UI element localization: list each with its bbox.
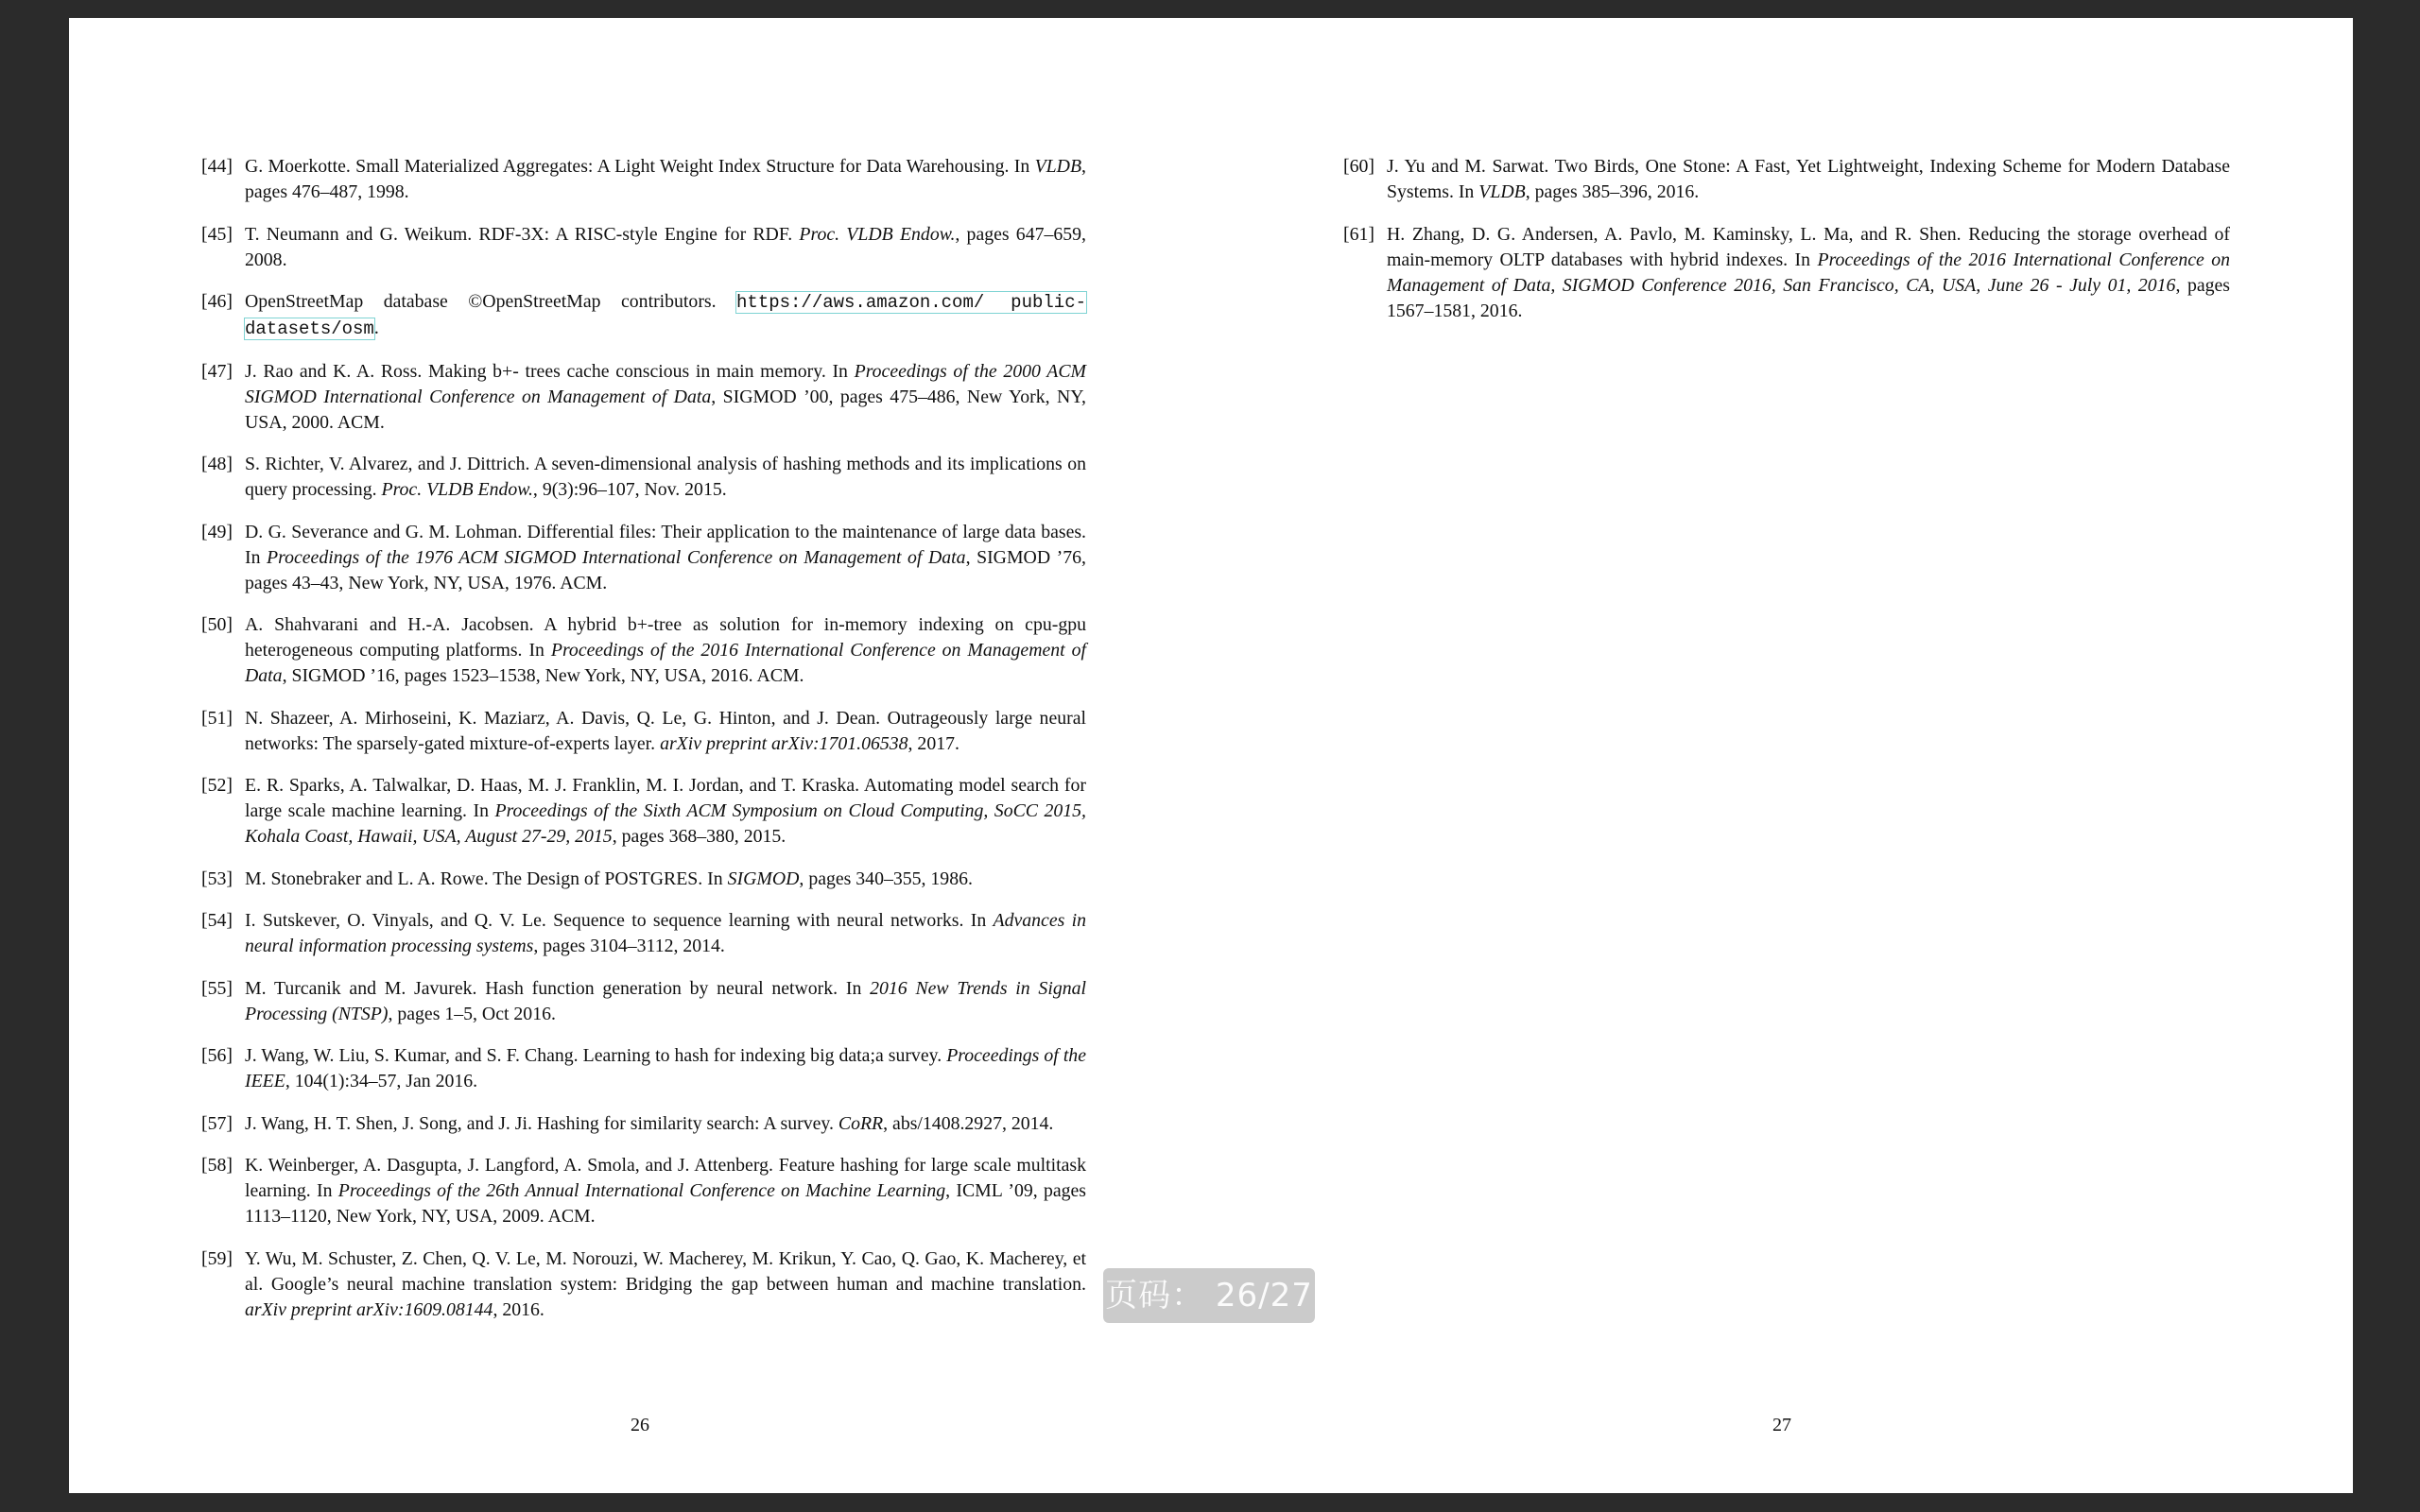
reference-text: J. Wang, H. T. Shen, J. Song, and J. Ji. Hashing for similarity search: A survey. CoRR, abs/1408.2927, 2014.	[245, 1112, 1054, 1134]
reference-text: OpenStreetMap database ©OpenStreetMap contributors. https://aws.amazon.com/ public-datasets/osm.	[245, 291, 1086, 339]
reference-text: E. R. Sparks, A. Talwalkar, D. Haas, M. J. Franklin, M. I. Jordan, and T. Kraska. Automating model search for large scale machine learning. In Proceedings of the Sixth ACM Symposium on Cloud Computing, SoCC 2015, Kohala Coast, Hawaii, USA, August 27-29, 2015, pages 368–380, 2015.	[245, 775, 1086, 847]
reference-item	[1343, 154, 2230, 205]
reference-number: [61]	[1343, 223, 1374, 245]
reference-item	[201, 520, 1086, 596]
page-number-right: 27	[1772, 1415, 1791, 1435]
reference-list-right	[1343, 154, 2230, 340]
reference-text: H. Zhang, D. G. Andersen, A. Pavlo, M. Kaminsky, L. Ma, and R. Shen. Reducing the storage overhead of main-memory OLTP databases with hybrid indexes. In Proceedings of the 2016 International Conference on Management of Data, SIGMOD Conference 2016, San Francisco, CA, USA, June 26 - July 01, 2016, pages 1567–1581, 2016.	[1387, 223, 2230, 321]
reference-number: [55]	[201, 977, 233, 999]
reference-item	[201, 1111, 1086, 1137]
reference-text: M. Turcanik and M. Javurek. Hash function generation by neural network. In 2016 New Trends in Signal Processing (NTSP), pages 1–5, Oct 2016.	[245, 977, 1086, 1024]
reference-number: [60]	[1343, 156, 1374, 177]
reference-item	[201, 222, 1086, 273]
reference-text: T. Neumann and G. Weikum. RDF-3X: A RISC-style Engine for RDF. Proc. VLDB Endow., pages 647–659, 2008.	[245, 223, 1086, 270]
reference-number: [54]	[201, 910, 233, 931]
page-indicator-overlay: 页码： 26/27	[1103, 1268, 1315, 1323]
page-26	[69, 18, 1211, 1493]
reference-number: [56]	[201, 1045, 233, 1066]
reference-text: J. Wang, W. Liu, S. Kumar, and S. F. Chang. Learning to hash for indexing big data;a survey. Proceedings of the IEEE, 104(1):34–57, Jan 2016.	[245, 1045, 1086, 1091]
reference-number: [57]	[201, 1112, 233, 1134]
reference-item	[201, 908, 1086, 959]
reference-item	[201, 612, 1086, 689]
reference-item	[1343, 222, 2230, 324]
reference-item	[201, 773, 1086, 850]
reference-item	[201, 1153, 1086, 1229]
reference-item	[201, 1043, 1086, 1094]
reference-number: [51]	[201, 707, 233, 729]
reference-text: K. Weinberger, A. Dasgupta, J. Langford, A. Smola, and J. Attenberg. Feature hashing for large scale multitask learning. In Proceedings of the 26th Annual International Conference on Machine Learning, ICML ’09, pages 1113–1120, New York, NY, USA, 2009. ACM.	[245, 1155, 1086, 1227]
reference-item	[201, 706, 1086, 757]
reference-number: [52]	[201, 775, 233, 796]
reference-number: [49]	[201, 521, 233, 542]
reference-text: I. Sutskever, O. Vinyals, and Q. V. Le. Sequence to sequence learning with neural networks. In Advances in neural information processing systems, pages 3104–3112, 2014.	[245, 910, 1086, 956]
reference-item	[201, 452, 1086, 503]
reference-number: [53]	[201, 868, 233, 889]
reference-text: N. Shazeer, A. Mirhoseini, K. Maziarz, A. Davis, Q. Le, G. Hinton, and J. Dean. Outrageously large neural networks: The sparsely-gated mixture-of-experts layer. arXiv preprint arXiv:1701.06538, 2017.	[245, 707, 1086, 754]
reference-list-left	[201, 154, 1086, 1339]
reference-text: J. Rao and K. A. Ross. Making b+- trees cache conscious in main memory. In Proceedings of the 2000 ACM SIGMOD International Conference on Management of Data, SIGMOD ’00, pages 475–486, New York, NY, USA, 2000. ACM.	[245, 360, 1086, 433]
reference-number: [44]	[201, 156, 233, 177]
reference-item	[201, 976, 1086, 1027]
reference-item	[201, 289, 1086, 342]
reference-item	[201, 867, 1086, 892]
reference-number: [46]	[201, 291, 233, 312]
reference-number: [47]	[201, 360, 233, 382]
reference-text: G. Moerkotte. Small Materialized Aggregates: A Light Weight Index Structure for Data Warehousing. In VLDB, pages 476–487, 1998.	[245, 156, 1086, 202]
reference-text: J. Yu and M. Sarwat. Two Birds, One Stone: A Fast, Yet Lightweight, Indexing Scheme for Modern Database Systems. In VLDB, pages 385–396, 2016.	[1387, 156, 2230, 202]
reference-number: [59]	[201, 1247, 233, 1269]
reference-item	[201, 1246, 1086, 1323]
reference-item	[201, 359, 1086, 436]
reference-text: S. Richter, V. Alvarez, and J. Dittrich. A seven-dimensional analysis of hashing methods and its implications on query processing. Proc. VLDB Endow., 9(3):96–107, Nov. 2015.	[245, 454, 1086, 500]
reference-text: A. Shahvarani and H.-A. Jacobsen. A hybrid b+-tree as solution for in-memory indexing on cpu-gpu heterogeneous computing platforms. In Proceedings of the 2016 International Conference on Management of Data, SIGMOD ’16, pages 1523–1538, New York, NY, USA, 2016. ACM.	[245, 614, 1086, 686]
reference-link[interactable]: https://aws.amazon.com/ public-datasets/osm	[245, 292, 1086, 339]
reference-number: [50]	[201, 614, 233, 635]
reference-text: M. Stonebraker and L. A. Rowe. The Design of POSTGRES. In SIGMOD, pages 340–355, 1986.	[245, 868, 973, 889]
reference-number: [58]	[201, 1155, 233, 1176]
reference-number: [45]	[201, 223, 233, 245]
page-number-left: 26	[631, 1415, 649, 1435]
reference-text: D. G. Severance and G. M. Lohman. Differential files: Their application to the maintenance of large data bases. In Proceedings of the 1976 ACM SIGMOD International Conference on Management of Data, SIGMOD ’76, pages 43–43, New York, NY, USA, 1976. ACM.	[245, 521, 1086, 593]
reference-item	[201, 154, 1086, 205]
page-27	[1211, 18, 2353, 1493]
reference-text: Y. Wu, M. Schuster, Z. Chen, Q. V. Le, M. Norouzi, W. Macherey, M. Krikun, Y. Cao, Q. Gao, K. Macherey, et al. Google’s neural machine translation system: Bridging the gap between human and machine translation. arXiv preprint arXiv:1609.08144, 2016.	[245, 1247, 1086, 1320]
reference-number: [48]	[201, 454, 233, 474]
